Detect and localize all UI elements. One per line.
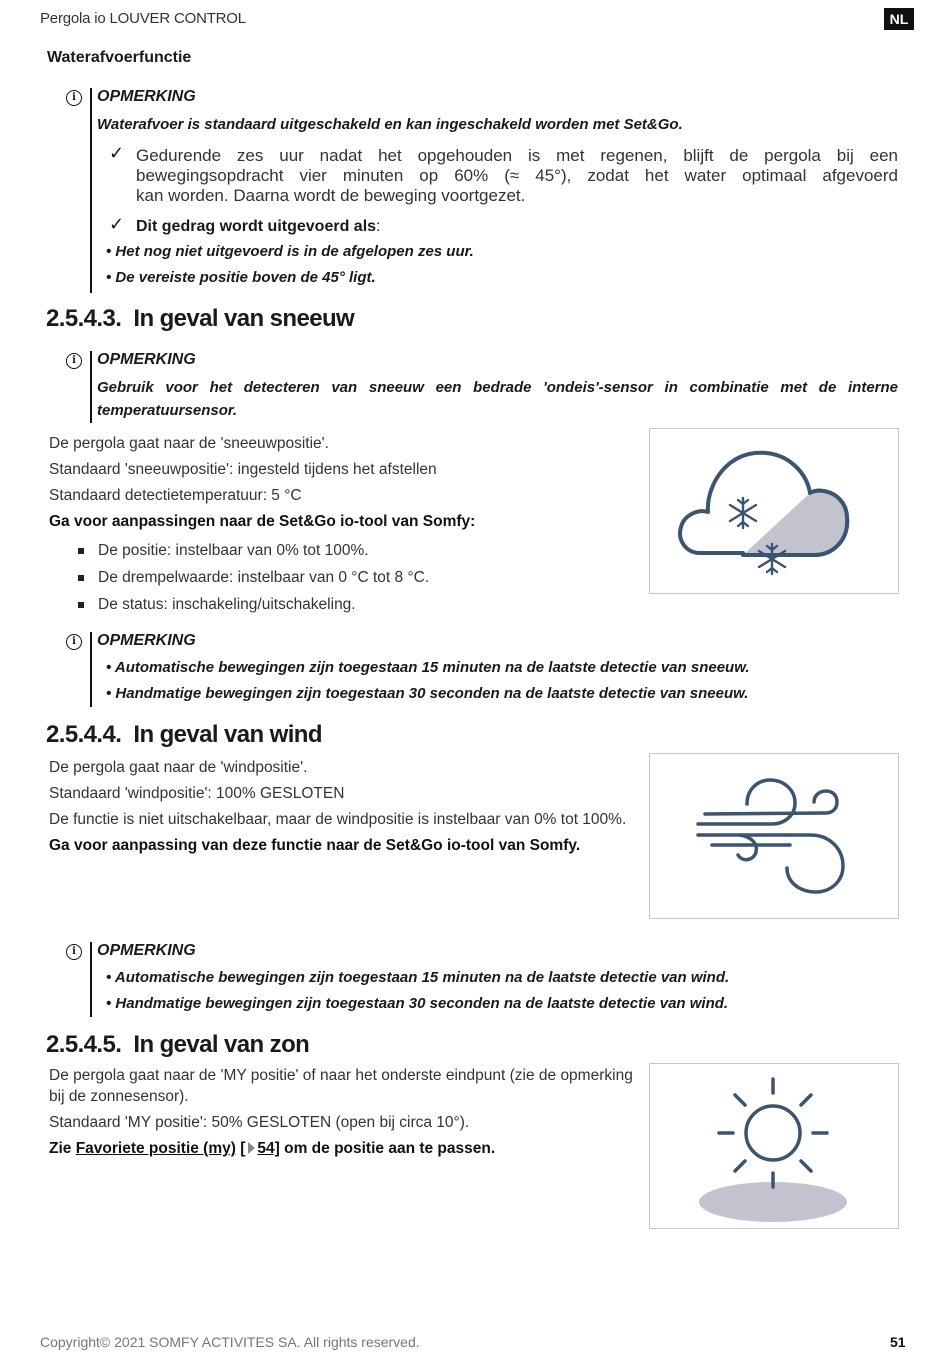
text-line-bold: Ga voor aanpassing van deze functie naar de Set&Go io-tool van Somfy. xyxy=(49,837,581,854)
wind-icon xyxy=(650,754,898,918)
note-wind-movements xyxy=(66,942,900,1017)
text-line: Standaard 'sneeuwpositie': ingesteld tijdens het afstellen xyxy=(49,461,437,478)
list-item: De drempelwaarde: instelbaar van 0 °C tot 8 °C. xyxy=(78,564,429,591)
snow-illustration-card xyxy=(649,428,899,594)
note-title: OPMERKING xyxy=(97,351,196,368)
text-line: De pergola gaat naar de 'sneeuwpositie'. xyxy=(49,435,329,452)
info-icon: i xyxy=(66,353,82,369)
text-line: De pergola gaat naar de 'windpositie'. xyxy=(49,759,308,776)
check-item-2-rest: : xyxy=(376,218,381,235)
note-snow-movements xyxy=(66,632,900,707)
sun-icon xyxy=(650,1064,898,1228)
snow-cloud-icon xyxy=(650,429,898,593)
text-line: Standaard detectietemperatuur: 5 °C xyxy=(49,487,302,504)
page-arrow-icon xyxy=(248,1142,255,1154)
list-item: • Handmatige bewegingen zijn toegestaan 30 seconden na de laatste detectie van wind. xyxy=(106,995,729,1012)
language-badge: NL xyxy=(884,8,914,30)
note-title: OPMERKING xyxy=(97,632,196,649)
info-icon: i xyxy=(66,634,82,650)
note-title: OPMERKING xyxy=(97,942,196,959)
wind-text-block xyxy=(49,755,626,859)
list-item: • Automatische bewegingen zijn toegestaan 15 minuten na de laatste detectie van wind. xyxy=(106,969,730,986)
page-number: 51 xyxy=(890,1334,906,1350)
section-title: In geval van zon xyxy=(133,1031,310,1058)
section-title: In geval van wind xyxy=(133,721,322,748)
note-bar xyxy=(90,88,92,293)
note-title: OPMERKING xyxy=(97,88,196,105)
snowflake-icon xyxy=(730,498,756,528)
snow-text-block xyxy=(49,431,475,535)
text-line: De functie is niet uitschakelbaar, maar de windpositie is instelbaar van 0% tot 100%. xyxy=(49,811,627,828)
note-snow-sensor xyxy=(66,351,900,423)
text-line: Standaard 'windpositie': 100% GESLOTEN xyxy=(49,785,345,802)
section-title: In geval van sneeuw xyxy=(133,305,355,332)
check-item-text xyxy=(136,146,898,206)
info-icon: i xyxy=(66,90,82,106)
section-heading-sun xyxy=(46,1031,309,1059)
list-item: • Handmatige bewegingen zijn toegestaan 30 seconden na de laatste detectie van sneeuw. xyxy=(106,685,749,702)
note-bar xyxy=(90,632,92,707)
check-item-line: bewegingsopdracht vier minuten op 60% (≈ 45°), zodat het water optimaal afgevoerd xyxy=(136,166,898,185)
sun-illustration-card xyxy=(649,1063,899,1229)
list-item: De positie: instelbaar van 0% tot 100%. xyxy=(78,537,429,564)
check-icon: ✓ xyxy=(109,143,125,163)
page-reference-link[interactable]: [ 54] xyxy=(240,1140,280,1157)
check-item-2-bold: Dit gedrag wordt uitgevoerd als xyxy=(136,218,377,235)
check-icon: ✓ xyxy=(109,214,125,234)
footer-copyright: Copyright© 2021 SOMFY ACTIVITES SA. All rights reserved. xyxy=(40,1334,420,1350)
section-number: 2.5.4.5. xyxy=(46,1031,122,1058)
note-water xyxy=(66,88,900,293)
sun-text-block xyxy=(49,1065,649,1159)
see-reference-line: Zie Favoriete positie (my) [ 54] om de positie aan te passen. xyxy=(49,1140,496,1157)
document-header-title: Pergola io LOUVER CONTROL xyxy=(40,10,246,27)
note-bar xyxy=(90,351,92,423)
list-item: • De vereiste positie boven de 45° ligt. xyxy=(106,269,376,286)
note-text: Gebruik voor het detecteren van sneeuw een bedrade 'ondeis'-sensor in combinatie met de interne xyxy=(97,379,898,396)
info-icon: i xyxy=(66,944,82,960)
wind-illustration-card xyxy=(649,753,899,919)
text-line: bij de zonnesensor). xyxy=(49,1088,189,1105)
note-text: Waterafvoer is standaard uitgeschakeld en kan ingeschakeld worden met Set&Go. xyxy=(97,116,683,133)
note-text: temperatuursensor. xyxy=(97,402,238,419)
text-line-bold: Ga voor aanpassingen naar de Set&Go io-tool van Somfy: xyxy=(49,513,476,530)
section-number: 2.5.4.3. xyxy=(46,305,122,332)
section-number: 2.5.4.4. xyxy=(46,721,122,748)
section-heading-wind xyxy=(46,721,322,749)
text-line: Standaard 'MY positie': 50% GESLOTEN (open bij circa 10°). xyxy=(49,1114,470,1131)
favorite-position-link[interactable]: Favoriete positie (my) xyxy=(75,1140,236,1157)
section-heading-water: Waterafvoerfunctie xyxy=(47,49,192,66)
list-item: De status: inschakeling/uitschakeling. xyxy=(78,591,429,618)
check-item-2 xyxy=(136,218,380,236)
snow-bullet-list xyxy=(78,537,429,618)
check-item-line: kan worden. Daarna wordt de beweging voortgezet. xyxy=(136,186,526,205)
note-bar xyxy=(90,942,92,1017)
list-item: • Automatische bewegingen zijn toegestaan 15 minuten na de laatste detectie van sneeuw. xyxy=(106,659,750,676)
list-item: • Het nog niet uitgevoerd is in de afgelopen zes uur. xyxy=(106,243,474,260)
text-line: De pergola gaat naar de 'MY positie' of naar het onderste eindpunt (zie de opmerking xyxy=(49,1067,633,1084)
section-heading-snow xyxy=(46,305,354,333)
check-item-line: Gedurende zes uur nadat het opgehouden is met regenen, blijft de pergola bij een xyxy=(136,146,898,165)
